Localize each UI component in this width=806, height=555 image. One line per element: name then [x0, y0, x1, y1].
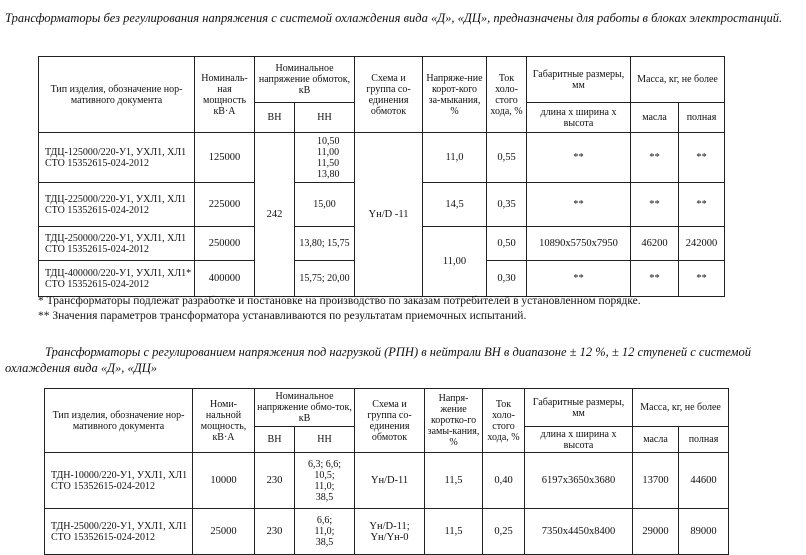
- cell-oil: **: [631, 261, 679, 297]
- table-transformers-rpn: [44, 388, 729, 555]
- table-row: [45, 509, 729, 555]
- table-row: [39, 133, 725, 183]
- cell-io: 0,30: [487, 261, 527, 297]
- header-io: Ток холо-стого хода, %: [487, 57, 527, 133]
- cell-uk: 11,5: [425, 453, 483, 509]
- cell-io: 0,40: [483, 453, 525, 509]
- header-type: Тип изделия, обозначение нор-мативного документа: [39, 57, 195, 133]
- header-voltage: Номинальное напряжение обмо-ток, кВ: [255, 389, 355, 427]
- header-full: полная: [679, 427, 729, 453]
- header-uk: Напря-жение коротко-го замы-кания, %: [425, 389, 483, 453]
- header-nn: НН: [295, 427, 355, 453]
- cell-nn: 13,80; 15,75: [295, 227, 355, 261]
- cell-type: ТДЦ-225000/220-У1, УХЛ1, ХЛ1 СТО 15352615-024-2012: [39, 183, 195, 227]
- header-io: Ток холо-стого хода, %: [483, 389, 525, 453]
- cell-io: 0,25: [483, 509, 525, 555]
- cell-power: 125000: [195, 133, 255, 183]
- cell-type: ТДЦ-400000/220-У1, УХЛ1, ХЛ1* СТО 15352615-024-2012: [39, 261, 195, 297]
- header-power: Номиналь-ная мощность кВ·А: [195, 57, 255, 133]
- intro-text-1: Трансформаторы без регулирования напряжения с системой охлаждения вида «Д», «ДЦ», предназначены для работы в блоках электростанций.: [5, 11, 783, 25]
- cell-io: 0,50: [487, 227, 527, 261]
- cell-full: **: [679, 261, 725, 297]
- header-scheme: Схема и группа со-единения обмоток: [355, 57, 423, 133]
- cell-power: 25000: [193, 509, 255, 555]
- header-scheme: Схема и группа со-единения обмоток: [355, 389, 425, 453]
- cell-type: ТДЦ-125000/220-У1, УХЛ1, ХЛ1 СТО 15352615-024-2012: [39, 133, 195, 183]
- cell-type: ТДН-10000/220-У1, УХЛ1, ХЛ1 СТО 15352615-024-2012: [45, 453, 193, 509]
- cell-dims: **: [527, 133, 631, 183]
- cell-oil: 13700: [633, 453, 679, 509]
- cell-power: 10000: [193, 453, 255, 509]
- header-oil: масла: [631, 103, 679, 133]
- header-dims-group: Габаритные размеры, мм: [525, 389, 633, 427]
- cell-oil: **: [631, 133, 679, 183]
- cell-type: ТДН-25000/220-У1, УХЛ1, ХЛ1 СТО 15352615-024-2012: [45, 509, 193, 555]
- cell-full: 44600: [679, 453, 729, 509]
- table-transformers-no-regulation: [38, 56, 725, 297]
- cell-dims: 7350х4450х8400: [525, 509, 633, 555]
- cell-oil: 46200: [631, 227, 679, 261]
- cell-dims: 6197х3650х3680: [525, 453, 633, 509]
- cell-full: 89000: [679, 509, 729, 555]
- header-vn: ВН: [255, 103, 295, 133]
- cell-full: **: [679, 183, 725, 227]
- footnote-2: ** Значения параметров трансформатора устанавливаются по результатам приемочных испытаний.: [38, 310, 527, 322]
- header-uk: Напряже-ние корот-кого за-мыкания, %: [423, 57, 487, 133]
- cell-scheme: Yн/D-11: [355, 453, 425, 509]
- cell-power: 250000: [195, 227, 255, 261]
- header-power: Номи-нальной мощность, кВ·А: [193, 389, 255, 453]
- footnote-1: * Трансформаторы подлежат разработке и постановке на производство по заказам потребителей в установленном порядке.: [38, 295, 641, 307]
- cell-type: ТДЦ-250000/220-У1, УХЛ1, ХЛ1 СТО 15352615-024-2012: [39, 227, 195, 261]
- cell-vn: 242: [255, 133, 295, 297]
- cell-power: 400000: [195, 261, 255, 297]
- cell-dims: **: [527, 261, 631, 297]
- header-dims: длина х ширина х высота: [527, 103, 631, 133]
- cell-uk: 14,5: [423, 183, 487, 227]
- cell-io: 0,35: [487, 183, 527, 227]
- header-oil: масла: [633, 427, 679, 453]
- header-full: полная: [679, 103, 725, 133]
- cell-vn: 230: [255, 509, 295, 555]
- cell-power: 225000: [195, 183, 255, 227]
- cell-nn: 6,3; 6,6; 10,5; 11,0; 38,5: [295, 453, 355, 509]
- header-mass: Масса, кг, не более: [631, 57, 725, 103]
- cell-dims: **: [527, 183, 631, 227]
- header-dims: длина х ширина х высота: [525, 427, 633, 453]
- cell-scheme: Yн/D -11: [355, 133, 423, 297]
- header-voltage: Номинальное напряжение обмоток, кВ: [255, 57, 355, 103]
- cell-oil: 29000: [633, 509, 679, 555]
- header-nn: НН: [295, 103, 355, 133]
- header-dims-group: Габаритные размеры, мм: [527, 57, 631, 103]
- cell-uk: 11,0: [423, 133, 487, 183]
- cell-nn: 15,00: [295, 183, 355, 227]
- cell-io: 0,55: [487, 133, 527, 183]
- cell-scheme: Yн/D-11; Yн/Yн-0: [355, 509, 425, 555]
- cell-nn: 6,6; 11,0; 38,5: [295, 509, 355, 555]
- header-mass: Масса, кг, не более: [633, 389, 729, 427]
- cell-dims: 10890х5750х7950: [527, 227, 631, 261]
- cell-oil: **: [631, 183, 679, 227]
- cell-nn: 10,50 11,00 11,50 13,80: [295, 133, 355, 183]
- header-vn: ВН: [255, 427, 295, 453]
- table-row: [45, 453, 729, 509]
- cell-full: **: [679, 133, 725, 183]
- cell-uk: 11,5: [425, 509, 483, 555]
- header-type: Тип изделия, обозначение нор-мативного документа: [45, 389, 193, 453]
- cell-vn: 230: [255, 453, 295, 509]
- cell-uk: 11,00: [423, 227, 487, 297]
- intro-text-2: Трансформаторы с регулированием напряжения под нагрузкой (РПН) в нейтрали ВН в диапазоне ± 12 %, ± 12 ступеней с системой охлаждения вида «Д», «ДЦ»: [5, 345, 752, 375]
- cell-full: 242000: [679, 227, 725, 261]
- cell-nn: 15,75; 20,00: [295, 261, 355, 297]
